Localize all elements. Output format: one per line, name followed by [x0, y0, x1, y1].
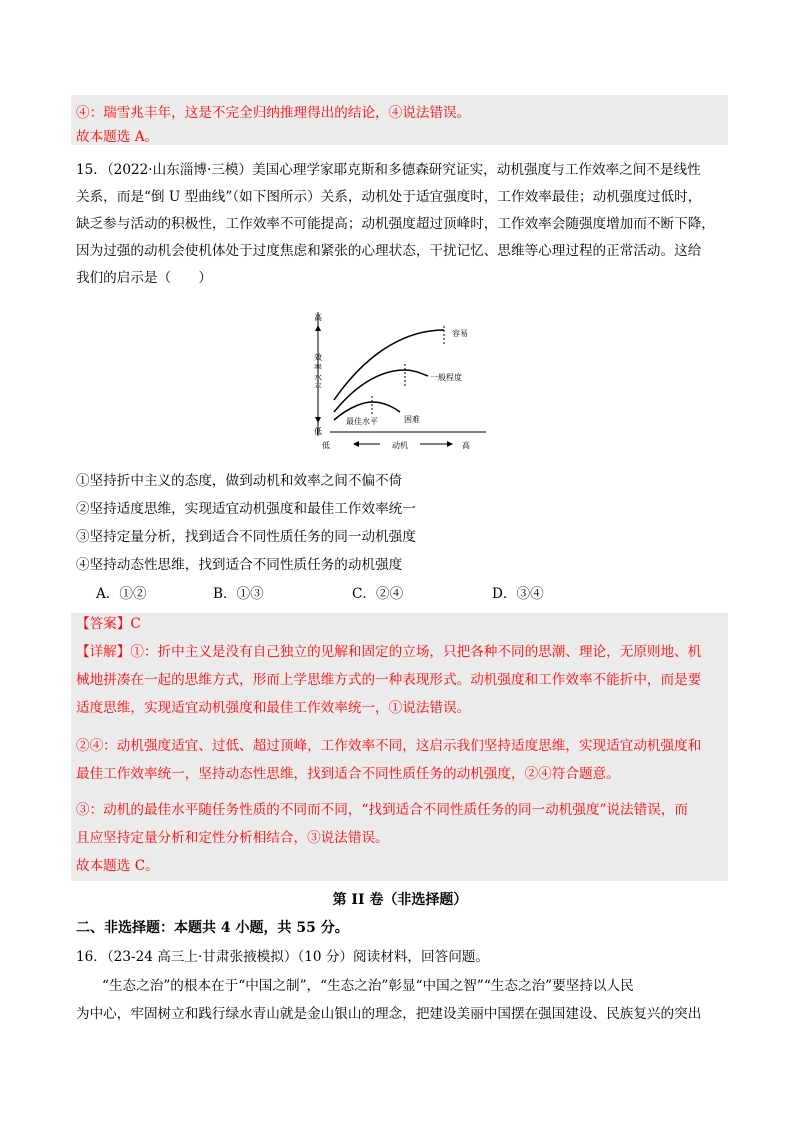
- q15-line-1: 15．（2022·山东淄博·三模）美国心理学家耶克斯和多德森研究证实，动机强度与工作效率之间不是线性: [76, 162, 701, 178]
- detail-line-4: ②④：动机强度适宜、过低、超过顶峰，工作效率不同，这启示我们坚持适度思维，实现适宜动机强度和: [76, 738, 702, 754]
- detail-line-2: 械地拼凑在一起的思维方式，形而上学思维方式的一种表现形式。动机强度和工作效率不能折中，而是要: [76, 672, 702, 688]
- q16-heading: 16．（23-24 高三上·甘肃张掖模拟）（10 分）阅读材料，回答问题。: [76, 949, 489, 965]
- detail-line-5: 最佳工作效率统一，坚持动态性思维，找到适合不同性质任务的动机强度，②④符合题意。: [76, 766, 620, 782]
- y-axis-label-3: 水: [314, 373, 322, 382]
- y-axis-label-4: 平: [314, 383, 322, 392]
- detail-line-1: 【详解】①：折中主义是没有自己独立的见解和固定的立场，只把各种不同的思潮、理论，无原则地、机: [76, 644, 702, 660]
- optimal-level-label: 最佳水平: [346, 417, 378, 426]
- curve-hard-label: 困难: [404, 415, 420, 424]
- detail-line-3: 适度思维，实现适宜动机强度和最佳工作效率统一，①说法错误。: [76, 700, 471, 716]
- y-axis-label-1: 效: [314, 353, 322, 362]
- inverted-u-curve-figure: [310, 308, 495, 458]
- option-c: C．②④: [352, 586, 404, 602]
- x-axis-label: 动机: [392, 441, 408, 450]
- y-axis-label-2: 率: [314, 363, 322, 372]
- statement-2: ②坚持适度思维，实现适宜动机强度和最佳工作效率统一: [76, 501, 416, 517]
- material-line-2: 为中心，牢固树立和践行绿水青山就是金山银山的理念，把建设美丽中国摆在强国建设、民族复兴的突出: [76, 1006, 702, 1022]
- detail-line-6: ③：动机的最佳水平随任务性质的不同而不同，“找到适合不同性质任务的同一动机强度”说法错误，而: [76, 802, 689, 818]
- detail-conclusion: 故本题选 C。: [76, 858, 159, 874]
- q15-line-5: 我们的启示是（ ）: [76, 270, 212, 286]
- x-axis-high: 高: [462, 441, 470, 450]
- q15-line-4: 因为过强的动机会使机体处于过度焦虑和紧张的心理状态，干扰记忆、思维等心理过程的正常活动。这给: [76, 243, 702, 259]
- y-axis-low: 低: [314, 427, 322, 436]
- curve-medium-label: 一般程度: [430, 373, 462, 382]
- part2-title: 第 II 卷（非选择题）: [332, 892, 468, 908]
- q15-line-2: 关系，而是“倒 U 型曲线”（如下图所示）关系，动机处于适宜强度时，工作效率最佳；动机强度过低时，: [76, 189, 702, 205]
- section-heading: 二、非选择题：本题共 4 小题，共 55 分。: [76, 920, 349, 936]
- option-a: A．①②: [96, 586, 147, 602]
- statement-1: ①坚持折中主义的态度，做到动机和效率之间不偏不倚: [76, 473, 403, 489]
- option-b: B．①③: [213, 586, 264, 602]
- q15-line-3: 缺乏参与活动的积极性，工作效率不可能提高；动机强度超过顶峰时，工作效率会随强度增加而不断下降，: [76, 216, 715, 232]
- x-axis-low: 低: [322, 441, 330, 450]
- answer-label: 【答案】C: [76, 616, 141, 632]
- prev-analysis-line: ④：瑞雪兆丰年，这是不完全归纳推理得出的结论，④说法错误。: [76, 105, 471, 121]
- prev-conclusion: 故本题选 A。: [76, 129, 159, 145]
- y-axis-high: 高: [314, 313, 322, 322]
- statement-3: ③坚持定量分析，找到适合不同性质任务的同一动机强度: [76, 529, 416, 545]
- detail-line-7: 且应坚持定量分析和定性分析相结合，③说法错误。: [76, 830, 389, 846]
- material-line-1: “生态之治”的根本在于“中国之制”，“生态之治”彰显“中国之智”“生态之治”要坚持以人民: [102, 978, 634, 994]
- option-d: D．③④: [492, 586, 544, 602]
- curve-easy-label: 容易: [452, 329, 468, 338]
- statement-4: ④坚持动态性思维，找到适合不同性质任务的动机强度: [76, 557, 403, 573]
